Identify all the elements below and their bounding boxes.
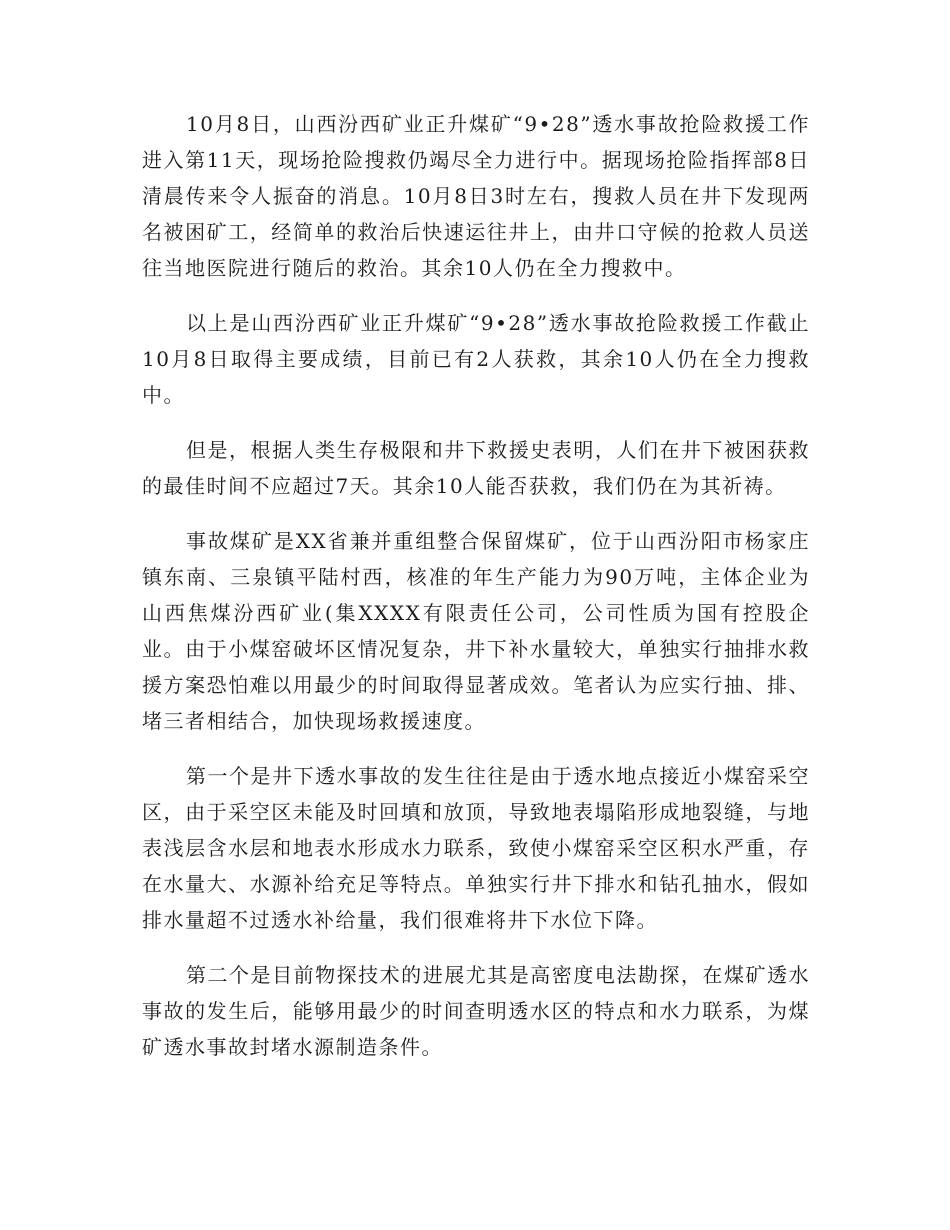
paragraph-6: 第二个是目前物探技术的进展尤其是高密度电法勘探，在煤矿透水事故的发生后，能够用最少的时间查明透水区的特点和水力联系，为煤矿透水事故封堵水源制造条件。 (142, 963, 810, 1059)
document-body (142, 106, 810, 1084)
paragraph-4: 事故煤矿是XX省兼并重组整合保留煤矿，位于山西汾阳市杨家庄镇东南、三泉镇平陆村西，核准的年生产能力为90万吨，主体企业为山西焦煤汾西矿业(集XXXX有限责任公司，公司性质为国有控股企业。由于小煤窑破坏区情况复杂，井下补水量较大，单独实行抽排水救援方案恐怕难以用最少的时间取得显著成效。笔者认为应实行抽、排、堵三者相结合，加快现场救援速度。 (142, 529, 810, 733)
paragraph-1: 10月8日，山西汾西矿业正升煤矿“9•28”透水事故抢险救援工作进入第11天，现场抢险搜救仍竭尽全力进行中。据现场抢险指挥部8日清晨传来令人振奋的消息。10月8日3时左右，搜救人员在井下发现两名被困矿工，经简单的救治后快速运往井上，由井口守候的抢救人员送往当地医院进行随后的救治。其余10人仍在全力搜救中。 (142, 112, 810, 280)
paragraph-2: 以上是山西汾西矿业正升煤矿“9•28”透水事故抢险救援工作截止10月8日取得主要成绩，目前已有2人获救，其余10人仍在全力搜救中。 (142, 311, 810, 407)
paragraph-3: 但是，根据人类生存极限和井下救援史表明，人们在井下被困获救的最佳时间不应超过7天。其余10人能否获救，我们仍在为其祈祷。 (142, 438, 810, 498)
paragraph-5: 第一个是井下透水事故的发生往往是由于透水地点接近小煤窑采空区，由于采空区未能及时回填和放顶，导致地表塌陷形成地裂缝，与地表浅层含水层和地表水形成水力联系，致使小煤窑采空区积水严重，存在水量大、水源补给充足等特点。单独实行井下排水和钻孔抽水，假如排水量超不过透水补给量，我们很难将井下水位下降。 (142, 764, 810, 932)
